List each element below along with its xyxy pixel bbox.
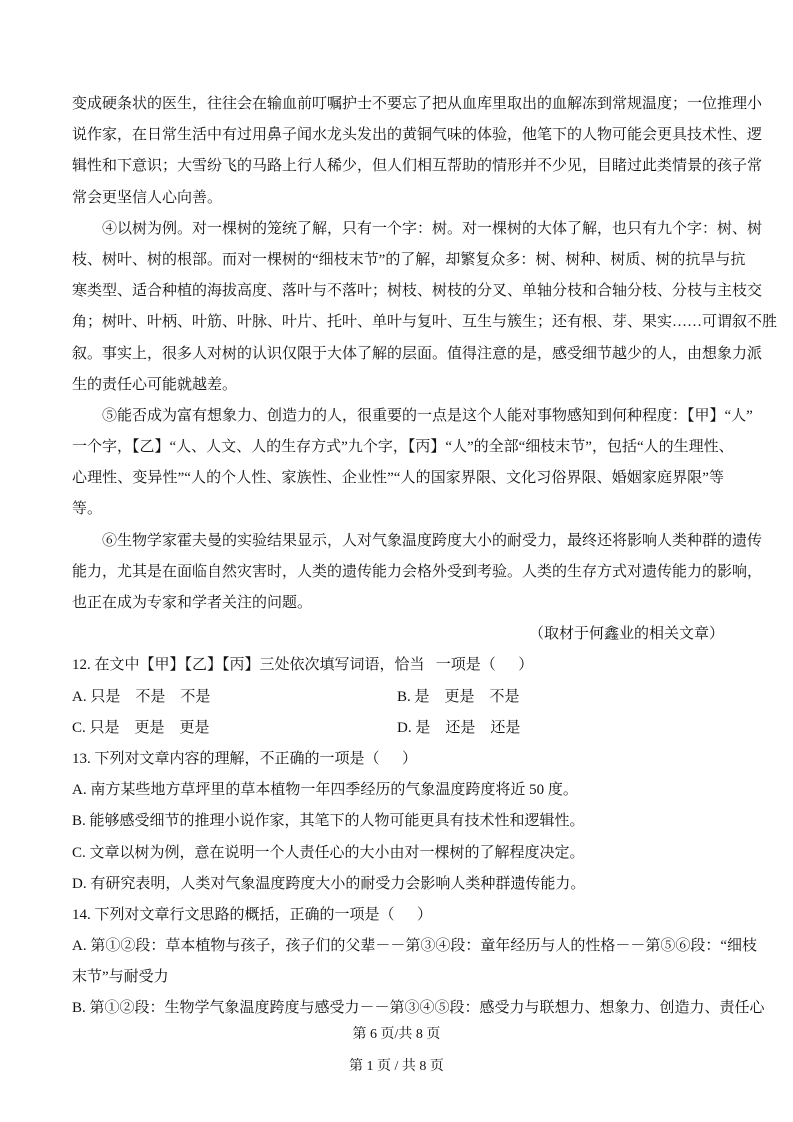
question-stem: 14. 下列对文章行文思路的概括，正确的一项是（ ） [72, 906, 433, 923]
question-stem: 13. 下列对文章内容的理解，不正确的一项是（ ） [72, 750, 418, 767]
option-c[interactable]: C. 只是 更是 更是 [72, 719, 210, 736]
document-body [72, 89, 778, 1025]
text-line: 变成硬条状的医生，往往会在输血前叮嘱护士不要忘了把从血库里取出的血解冻到常规温度；一位推理小 [72, 96, 763, 112]
paragraph-3-tail [72, 89, 763, 214]
option-a[interactable]: A. 南方某些地方草坪里的草本植物一年四季经历的气象温度跨度将近 50 度。 [72, 782, 578, 799]
option-a[interactable]: A. 只是 不是 不是 [72, 688, 211, 705]
option-c[interactable]: C. 文章以树为例，意在说明一个人责任心的大小由对一棵树的了解程度决定。 [72, 844, 585, 861]
text-line: 枝、树叶、树的根部。而对一棵树的“细枝末节”的了解，却繁复众多：树、树种、树质、树的抗旱与抗 [72, 251, 746, 268]
text-line: 辑性和下意识；大雪纷飞的马路上行人稀少，但人们相互帮助的情形并不少见，目睹过此类情景的孩子常 [72, 158, 763, 175]
option-a-continued: 末节”与耐受力 [72, 969, 169, 986]
question-12 [72, 650, 724, 744]
option-a[interactable]: A. 第①②段：草本植物与孩子，孩子们的父辈－－第③④段：童年经历与人的性格－－第⑤⑥段：“细枝 [72, 938, 757, 955]
paragraph-5 [72, 401, 753, 526]
inner-page-number: 第 6 页/共 8 页 [352, 1027, 441, 1042]
option-b[interactable]: B. 是 更是 不是 [397, 688, 520, 705]
text-line: 也正在成为专家和学者关注的问题。 [72, 595, 313, 611]
text-line: 心理性、变异性”“人的个人性、家族性、企业性”“人的国家界限、文化习俗界限、婚姻家庭界限”等 [72, 470, 724, 487]
text-line: 一个字，【乙】“人、人文、人的生存方式”九个字，【丙】“人”的全部“细枝末节”，包括“人的生理性、 [72, 439, 734, 456]
text-line: ⑥生物学家霍夫曼的实验结果显示，人对气象温度跨度大小的耐受力，最终还将影响人类种群的遗传 [102, 532, 763, 549]
text-line: 常会更坚信人心向善。 [72, 189, 223, 206]
text-line: 能力，尤其是在面临自然灾害时，人类的遗传能力会格外受到考验。人类的生存方式对遗传能力的影响， [72, 563, 763, 580]
text-line: 角；树叶、叶柄、叶筋、叶脉、叶片、托叶、单叶与复叶、互生与簇生；还有根、芽、果实……可谓叙不胜 [72, 314, 778, 331]
option-d[interactable]: D. 有研究表明，人类对气象温度跨度大小的耐受力会影响人类种群遗传能力。 [72, 875, 586, 892]
text-line: 寒类型、适合种植的海拔高度、落叶与不落叶；树枝、树枝的分叉、单轴分枝和合轴分枝、分枝与主枝交 [72, 283, 763, 300]
paragraph-6 [72, 526, 763, 620]
text-line: 生的责任心可能就越差。 [72, 376, 238, 393]
text-line: 等。 [72, 501, 103, 518]
text-line: 叙。事实上，很多人对树的认识仅限于大体了解的层面。值得注意的是，感受细节越少的人，由想象力派 [72, 345, 763, 362]
question-13 [72, 744, 724, 900]
question-stem: 12. 在文中【甲】【乙】【丙】三处依次填写词语，恰当 一项是（ ） [72, 657, 534, 674]
text-line: ④以树为例。对一棵树的笼统了解，只有一个字：树。对一棵树的大体了解，也只有九个字：树、树 [102, 220, 763, 237]
option-b[interactable]: B. 能够感受细节的推理小说作家，其笔下的人物可能更具有技术性和逻辑性。 [72, 813, 585, 830]
outer-page-number: 第 1 页 / 共 8 页 [349, 1059, 444, 1074]
options-row [72, 682, 724, 713]
options-row [72, 713, 724, 744]
source-citation: （取材于何鑫业的相关文章） [528, 626, 724, 643]
paragraph-4 [72, 214, 778, 401]
text-line: 说作家，在日常生活中有过用鼻子闻水龙头发出的黄铜气味的体验，他笔下的人物可能会更具技术性、逻 [72, 127, 763, 144]
question-14 [72, 900, 765, 1025]
option-b[interactable]: B. 第①②段：生物学气象温度跨度与感受力－－第③④⑤段：感受力与联想力、想象力、创造力、责任心 [72, 1000, 765, 1017]
option-d[interactable]: D. 是 还是 还是 [397, 719, 521, 736]
text-line: ⑤能否成为富有想象力、创造力的人，很重要的一点是这个人能对事物感知到何种程度：【甲】“人” [102, 407, 753, 424]
